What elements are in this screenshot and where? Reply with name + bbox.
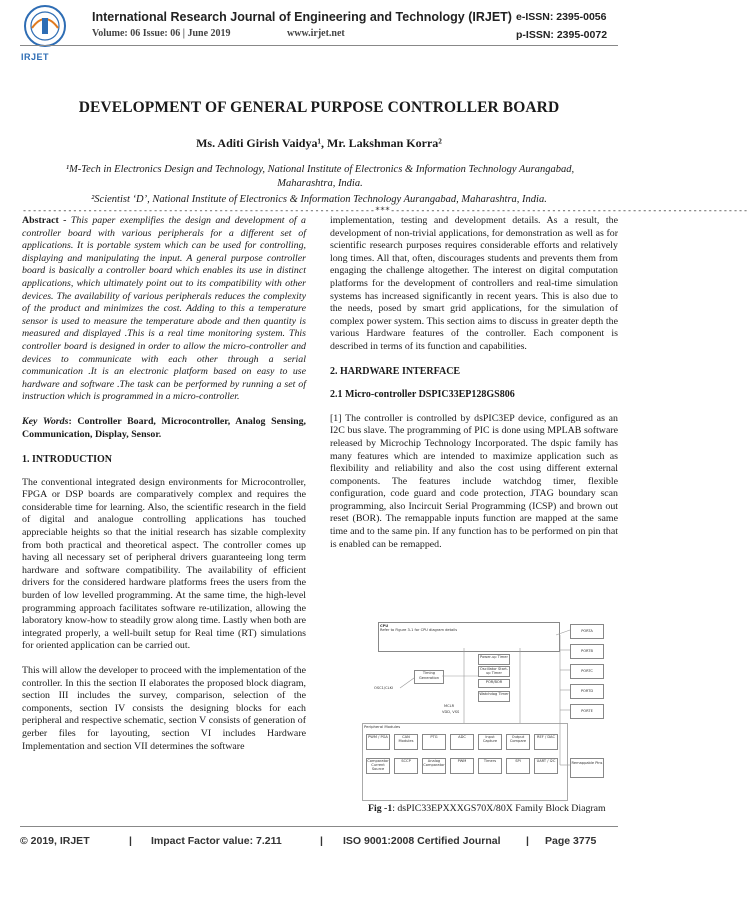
figure-label: Fig -1 xyxy=(368,803,393,814)
paper-title: DEVELOPMENT OF GENERAL PURPOSE CONTROLLER BOARD xyxy=(78,99,560,116)
periph-can: CAN Modules xyxy=(394,734,418,750)
website-link[interactable]: www.irjet.net xyxy=(287,28,345,39)
right-column xyxy=(330,215,618,551)
separator: ----------------------------------------------------------------------***----------------------------------------------------------------------- xyxy=(22,205,748,215)
left-column xyxy=(22,215,306,753)
journal-name: International Research Journal of Engineering and Technology (IRJET) xyxy=(92,10,512,24)
right-paragraph-1: implementation, testing and development details. As a result, the development of non-trivial applications, for demonstration as well as for scientific research purposes requires considerable efforts and relatively long times. All that, often, discourages students and prevents them from engaging the challenge altogether. The interest on digital computation platforms for the development of controllers and real-time simulation systems has increased significantly in recent years. This is also due to the needs, posed by smart grid applications, for the simulation of complex power system. This section aims to discuss in greater depth the various Hardware features of the controller. Each component is described in terms of its function and capabilities. xyxy=(330,215,618,352)
power-up-timer: Power-up Timer xyxy=(478,654,510,665)
periph-pwm: PWM xyxy=(450,758,474,774)
volume-issue: Volume: 06 Issue: 06 | June 2019 xyxy=(92,28,231,39)
periph-adc: ADC xyxy=(450,734,474,750)
periph-sccp: SCCP xyxy=(394,758,418,774)
footer-copyright: © 2019, IRJET xyxy=(20,835,90,847)
diagram-wires xyxy=(360,618,608,803)
microcontroller-heading: 2.1 Micro-controller DSPIC33EP128GS806 xyxy=(330,389,515,401)
authors: Ms. Aditi Girish Vaidya¹, Mr. Lakshman Korra² xyxy=(196,136,442,150)
irjet-logo xyxy=(20,4,70,48)
port-b: PORTB xyxy=(570,644,604,659)
logo-text: IRJET xyxy=(21,52,50,62)
por-bor: POR/BOR xyxy=(478,679,510,688)
block-diagram xyxy=(360,618,608,803)
watchdog-timer: Watchdog Timer xyxy=(478,691,510,702)
timing-generation: Timing Generation xyxy=(414,670,444,684)
footer-rule xyxy=(20,826,618,827)
peripheral-title: Peripheral Modules xyxy=(364,724,401,729)
intro-paragraph-2: This will allow the developer to proceed with the implementation of the controller. In this the section II elaborates the proposed block diagram, section III includes the survey, comparison, selection of the components, section IV consists the designing blocks for each peripheral and respective schematic, section V consists of generation of gerber files for layouting, section VI includes Hardware Implementation and section VII determines the software xyxy=(22,665,306,752)
periph-uart-i2c: UART / I2C xyxy=(534,758,558,774)
figure-caption xyxy=(368,803,606,814)
abstract xyxy=(22,215,306,404)
vdd-label: VDD, VSS xyxy=(442,710,460,714)
port-c: PORTC xyxy=(570,664,604,679)
footer-page-number: Page 3775 xyxy=(545,835,597,847)
header-rule xyxy=(20,45,618,46)
intro-paragraph-1: The conventional integrated design environments for Microcontroller, FPGA or DSP boards are comparatively complex and requires the considerable time for learning. Also, the scientific research in the field of digital and analogue controlling applications has touched appreciable heights so that the initial research has sizable complexity from both practical and theoretical aspect. The controller comes up having all necessary set of peripheral drivers guaranteeing long term hardware and software compatibility. The availability of efficient drivers for the considered hardware platforms frees the users from the burden of low levelled programming. At the same time, the high-level programming approach facilitates software re-utilization, allowing the laboratory know-how to steadily grow along time. Lastly when both are integrated properly, a well-built setup for Real time (RT) simulations for oriented application can be carried out. xyxy=(22,476,306,652)
port-a: PORTA xyxy=(570,624,604,639)
periph-ref-dac: REF / DAC xyxy=(534,734,558,750)
periph-comparator: Comparator Current Source xyxy=(366,758,390,774)
port-e: PORTE xyxy=(570,704,604,719)
footer-impact-factor: Impact Factor value: 7.211 xyxy=(151,835,282,847)
periph-ptg: PTG xyxy=(422,734,446,750)
periph-analog-comparator: Analog Comparator xyxy=(422,758,446,774)
right-paragraph-2: [1] The controller is controlled by dsPIC3EP device, configured as an I2C bus slave. The programming of PIC is done using MPLAB software released by Microchip Technology Incorporated. The dspic family has many features which are intended to maximize application such as flexibility and reliability and also the cost using different external components. The features include watchdog timer, flexible configuration, code guard and code protection, JTAG boundary scan programming, also Incircuit Serial Programming (ICSP) and brown out reset (BOR). The remappable inputs function are mapped at the same time and to the same pin. If any function has to be performed on pin that is enabled can be remapped. xyxy=(330,412,618,550)
port-d: PORTD xyxy=(570,684,604,699)
p-issn: p-ISSN: 2395-0072 xyxy=(516,29,608,41)
keywords-label: Key Words xyxy=(22,415,69,427)
abstract-label: Abstract - xyxy=(22,215,67,226)
figure-caption-text: : dsPIC33EPXXXGS70X/80X Family Block Diagram xyxy=(392,803,606,814)
cpu-subtitle: Refer to Figure 3-1 for CPU diagram details xyxy=(380,628,458,632)
footer-separator: | xyxy=(320,835,323,847)
keywords xyxy=(22,416,306,441)
abstract-text: This paper exemplifies the design and development of a controller board with various peripherals for a different set of applications. It is portable system which can be used for controlling, displaying and manipulating the input. A general purpose controller board is basically a controller board which enables its use in distinct applications, which ultimately point out to its compatibility with other devices. The availability of various peripherals reduces the complexity of the product and minimizes the cost. Adding to this a temperature sensor is used to measure the temperature abode and then quantity is measured and displayed .This is a real time monitoring system. This controller board is designed in order to allow the micro-controller and devices to communicate with each other through a serial communication .It is an electronic platform based on easy to use hardware and software .The task can be performed by running a set of instruction which is programmed in a micro-controller. xyxy=(22,215,306,403)
periph-timers: Timers xyxy=(478,758,502,774)
intro-heading: 1. INTRODUCTION xyxy=(22,454,113,466)
mclr-label: MCLR xyxy=(444,704,455,708)
oscillator-startup-timer: Oscillator Start-up Timer xyxy=(479,667,509,675)
cpu-label: CPU xyxy=(380,624,389,628)
keywords-text: : Controller Board, Microcontroller, Analog Sensing, Communication, Display, Sensor. xyxy=(22,415,306,440)
periph-spi: SPI xyxy=(506,758,530,774)
affiliation-1: ¹M-Tech in Electronics Design and Technology, National Institute of Electronics & Information Technology Aurangabad, Maharashtra, India. xyxy=(65,164,575,189)
periph-input-capture: Input Capture xyxy=(478,734,502,750)
e-issn: e-ISSN: 2395-0056 xyxy=(516,11,607,23)
periph-output-compare: Output Compare xyxy=(506,734,530,750)
clock-pin-label: OSC1/CLKI xyxy=(374,686,394,690)
footer-iso: ISO 9001:2008 Certified Journal xyxy=(343,835,501,847)
periph-pwm-pga: PWM / PGA xyxy=(366,734,390,750)
footer-separator: | xyxy=(129,835,132,847)
affiliation-2: ²Scientist ‘D’, National Institute of Electronics & Information Technology Aurangabad, Maharashtra, India. xyxy=(91,194,547,205)
footer-separator: | xyxy=(526,835,529,847)
hardware-heading: 2. HARDWARE INTERFACE xyxy=(330,365,461,377)
remappable-pins: Remappable Pins xyxy=(570,758,604,778)
